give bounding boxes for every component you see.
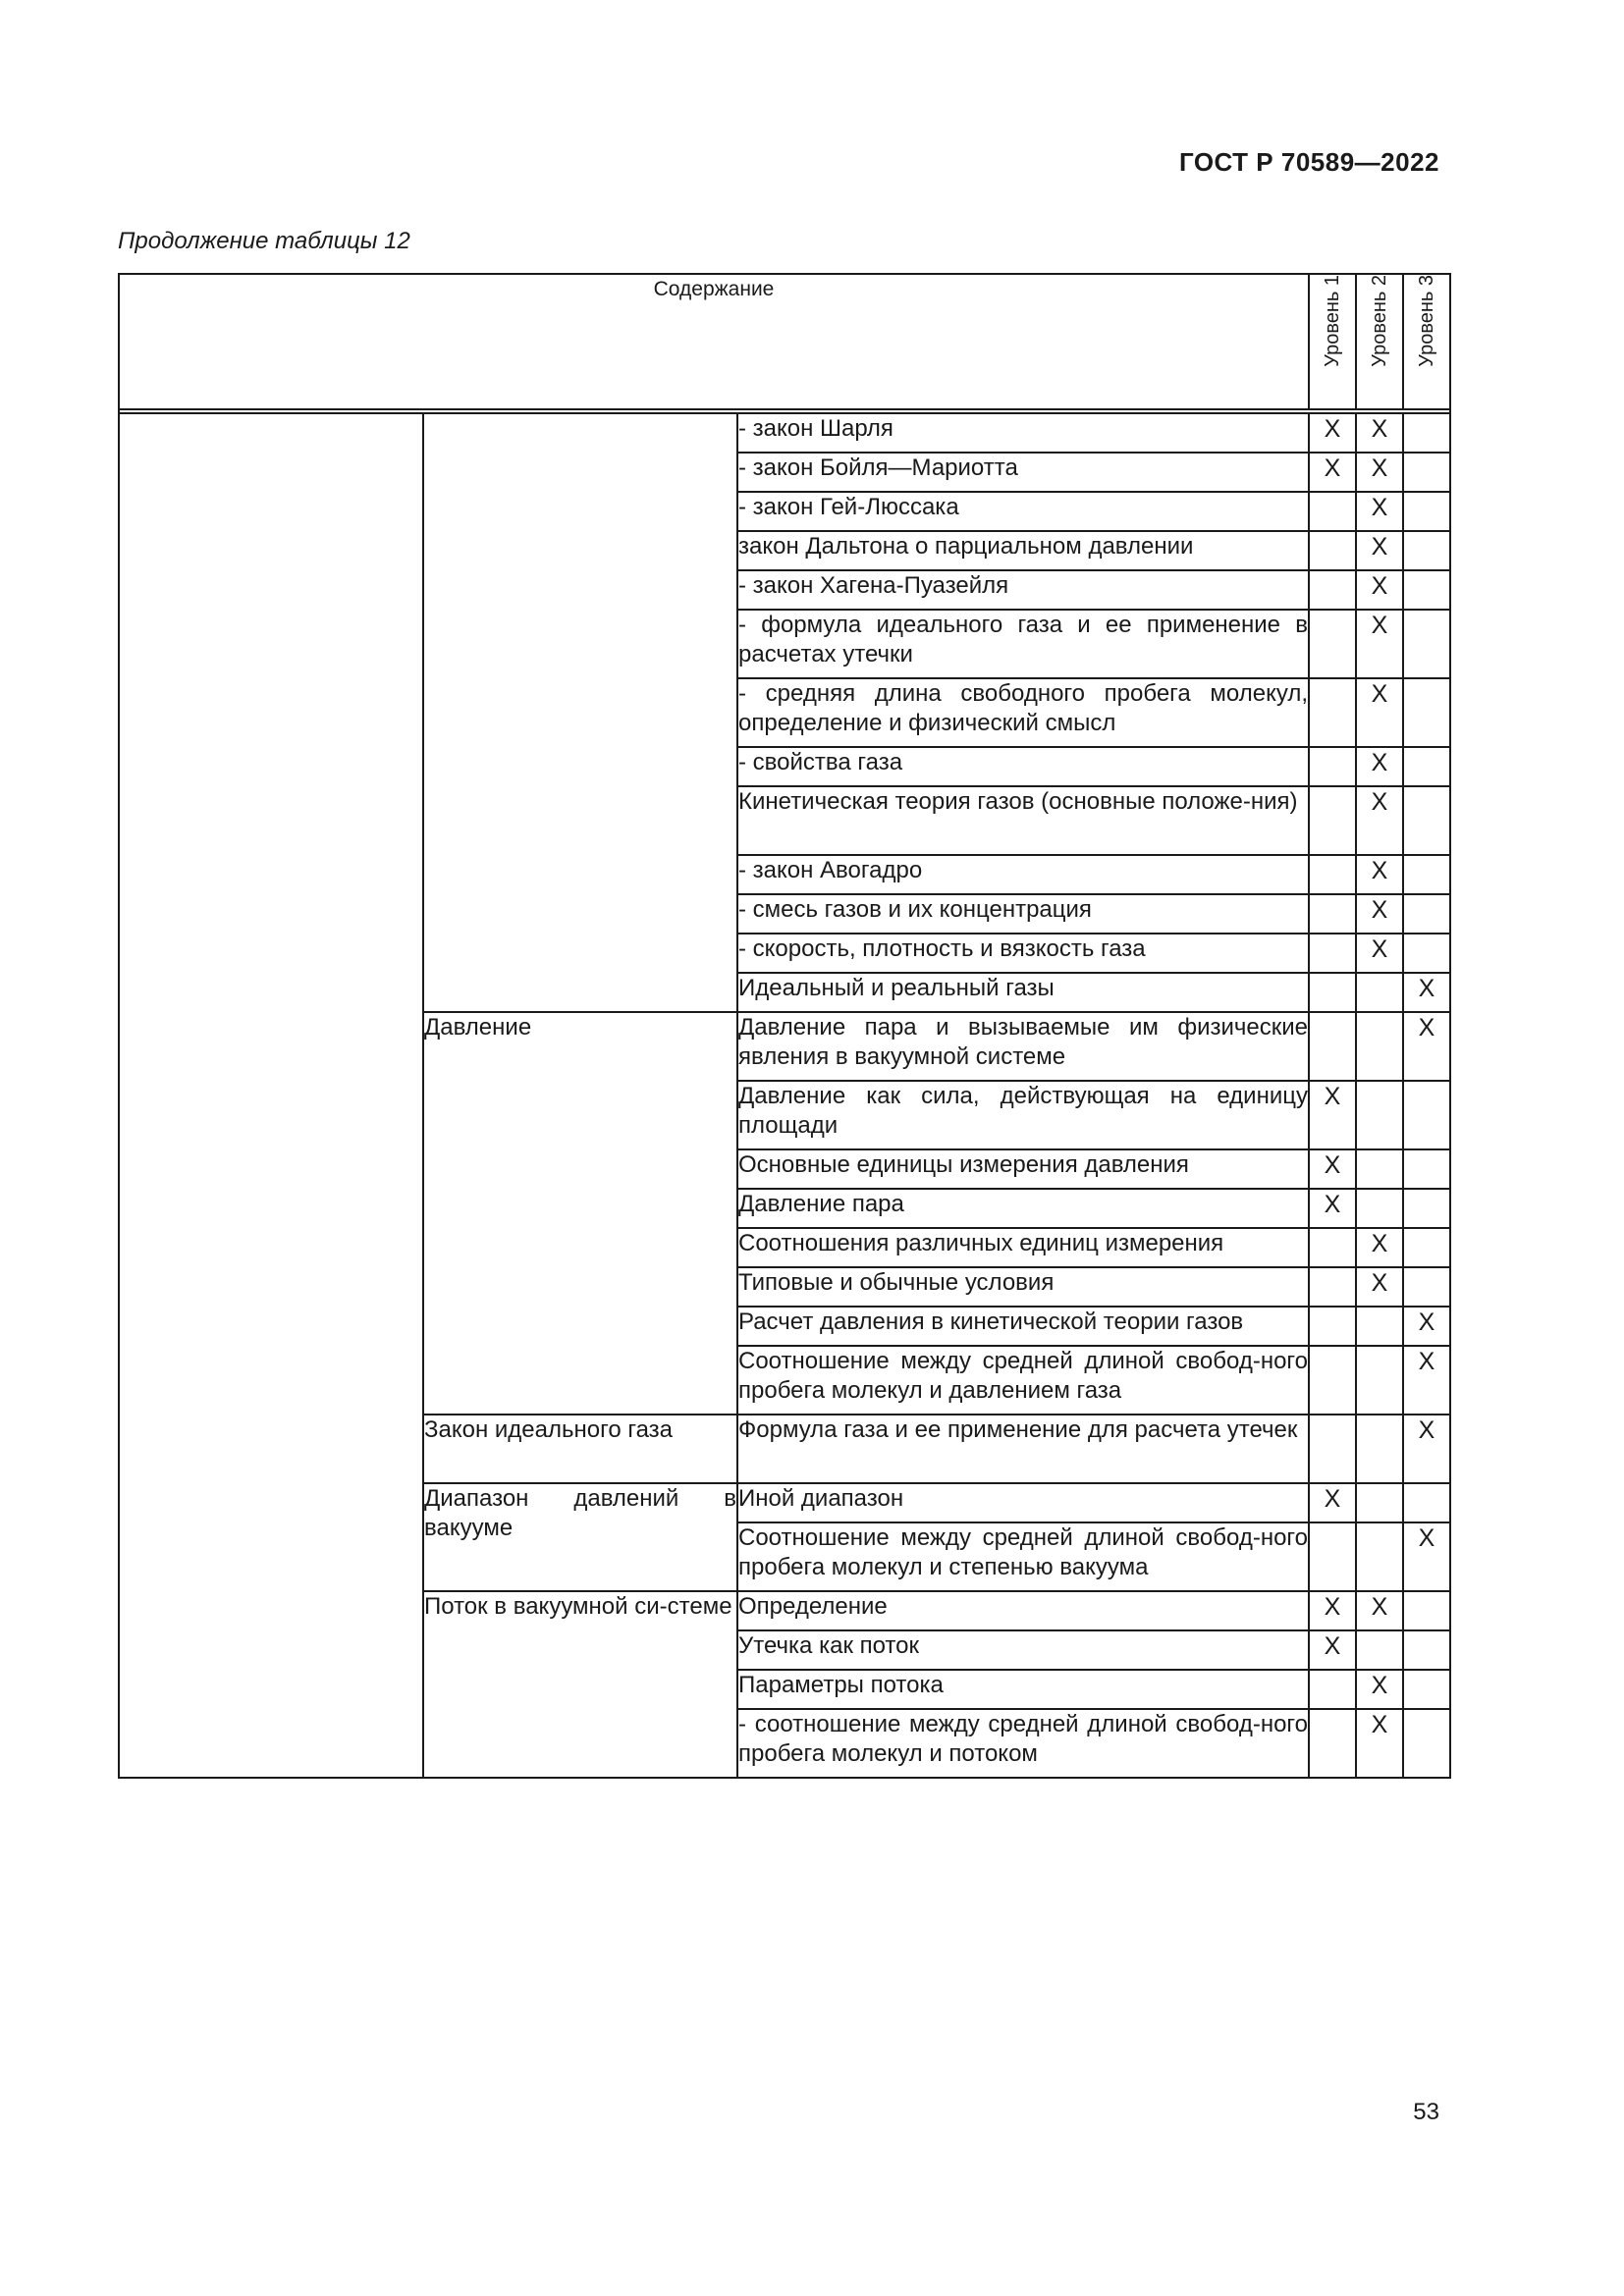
level-3-mark bbox=[1403, 610, 1450, 678]
level-3-mark bbox=[1403, 934, 1450, 973]
competency-table bbox=[118, 273, 1451, 1779]
row-text: - закон Гей-Люссака bbox=[737, 492, 1309, 531]
row-text: - соотношение между средней длиной свобод-ного пробега молекул и потоком bbox=[737, 1709, 1309, 1778]
row-text: Иной диапазон bbox=[737, 1483, 1309, 1522]
level-2-mark bbox=[1356, 1307, 1403, 1346]
level-1-mark bbox=[1309, 678, 1356, 747]
level-2-mark: X bbox=[1356, 786, 1403, 855]
level-1-mark: X bbox=[1309, 453, 1356, 492]
level-2-mark bbox=[1356, 1630, 1403, 1670]
level-2-mark: X bbox=[1356, 855, 1403, 894]
level-2-mark bbox=[1356, 1415, 1403, 1483]
table-header-row bbox=[119, 274, 1450, 409]
category-vacuum-flow: Поток в вакуумной си-стеме bbox=[423, 1591, 737, 1778]
level-3-mark bbox=[1403, 492, 1450, 531]
level-3-mark bbox=[1403, 1709, 1450, 1778]
page-number: 53 bbox=[1413, 2099, 1439, 2125]
level-1-mark bbox=[1309, 934, 1356, 973]
level-3-mark bbox=[1403, 453, 1450, 492]
row-text: закон Дальтона о парциальном давлении bbox=[737, 531, 1309, 570]
level-1-mark bbox=[1309, 855, 1356, 894]
row-text: Соотношение между средней длиной свобод-ного пробега молекул и степенью вакуума bbox=[737, 1522, 1309, 1591]
level-3-mark bbox=[1403, 1483, 1450, 1522]
level-1-mark bbox=[1309, 1228, 1356, 1267]
level-3-mark bbox=[1403, 413, 1450, 453]
row-text: Давление как сила, действующая на единицу площади bbox=[737, 1081, 1309, 1149]
level-2-mark: X bbox=[1356, 1709, 1403, 1778]
level-2-mark: X bbox=[1356, 1591, 1403, 1630]
level-3-mark bbox=[1403, 531, 1450, 570]
category-pressure: Давление bbox=[423, 1012, 737, 1415]
row-text: Соотношение между средней длиной свобод-ного пробега молекул и давлением газа bbox=[737, 1346, 1309, 1415]
row-text: - формула идеального газа и ее применение в расчетах утечки bbox=[737, 610, 1309, 678]
level-2-mark: X bbox=[1356, 570, 1403, 610]
table-continuation-caption: Продолжение таблицы 12 bbox=[118, 228, 410, 254]
level-1-mark: X bbox=[1309, 1483, 1356, 1522]
level-2-mark: X bbox=[1356, 1670, 1403, 1709]
row-text: Давление пара bbox=[737, 1189, 1309, 1228]
level-1-mark bbox=[1309, 1522, 1356, 1591]
level-3-mark bbox=[1403, 1228, 1450, 1267]
row-text: Типовые и обычные условия bbox=[737, 1267, 1309, 1307]
level-1-mark bbox=[1309, 1415, 1356, 1483]
level-2-mark: X bbox=[1356, 610, 1403, 678]
level-1-mark bbox=[1309, 1307, 1356, 1346]
level-1-mark: X bbox=[1309, 1591, 1356, 1630]
level-1-mark bbox=[1309, 973, 1356, 1012]
header-level-2 bbox=[1356, 274, 1403, 409]
row-text: - свойства газа bbox=[737, 747, 1309, 786]
level-1-mark bbox=[1309, 894, 1356, 934]
category-cell-empty bbox=[423, 413, 737, 1012]
level-2-mark bbox=[1356, 1081, 1403, 1149]
level-3-mark bbox=[1403, 1149, 1450, 1189]
row-text: - закон Бойля—Мариотта bbox=[737, 453, 1309, 492]
row-text: - смесь газов и их концентрация bbox=[737, 894, 1309, 934]
level-3-mark bbox=[1403, 1267, 1450, 1307]
level-2-mark: X bbox=[1356, 894, 1403, 934]
level-3-mark bbox=[1403, 678, 1450, 747]
level-3-mark: X bbox=[1403, 973, 1450, 1012]
level-1-mark: X bbox=[1309, 1630, 1356, 1670]
level-2-mark bbox=[1356, 1012, 1403, 1081]
level-1-mark bbox=[1309, 531, 1356, 570]
row-text: - закон Шарля bbox=[737, 413, 1309, 453]
level-3-mark bbox=[1403, 1081, 1450, 1149]
level-3-mark bbox=[1403, 747, 1450, 786]
row-text: Основные единицы измерения давления bbox=[737, 1149, 1309, 1189]
level-2-mark: X bbox=[1356, 1228, 1403, 1267]
header-level-3-label: Уровень 3 bbox=[1416, 275, 1437, 367]
level-1-mark: X bbox=[1309, 413, 1356, 453]
level-3-mark bbox=[1403, 570, 1450, 610]
level-1-mark bbox=[1309, 570, 1356, 610]
level-2-mark: X bbox=[1356, 1267, 1403, 1307]
category-ideal-gas-law: Закон идеального газа bbox=[423, 1415, 737, 1483]
level-1-mark: X bbox=[1309, 1081, 1356, 1149]
header-level-1-label: Уровень 1 bbox=[1322, 275, 1343, 367]
header-level-3 bbox=[1403, 274, 1450, 409]
level-3-mark: X bbox=[1403, 1415, 1450, 1483]
level-3-mark bbox=[1403, 1591, 1450, 1630]
row-text: Формула газа и ее применение для расчета утечек bbox=[737, 1415, 1309, 1483]
level-1-mark bbox=[1309, 786, 1356, 855]
level-2-mark: X bbox=[1356, 492, 1403, 531]
level-2-mark bbox=[1356, 1522, 1403, 1591]
level-2-mark bbox=[1356, 973, 1403, 1012]
level-3-mark bbox=[1403, 786, 1450, 855]
level-2-mark bbox=[1356, 1149, 1403, 1189]
row-text: Определение bbox=[737, 1591, 1309, 1630]
level-1-mark bbox=[1309, 1267, 1356, 1307]
level-2-mark: X bbox=[1356, 453, 1403, 492]
row-text: - закон Авогадро bbox=[737, 855, 1309, 894]
level-2-mark: X bbox=[1356, 934, 1403, 973]
level-3-mark bbox=[1403, 855, 1450, 894]
row-text: Идеальный и реальный газы bbox=[737, 973, 1309, 1012]
row-text: - скорость, плотность и вязкость газа bbox=[737, 934, 1309, 973]
level-3-mark bbox=[1403, 1630, 1450, 1670]
level-1-mark bbox=[1309, 1346, 1356, 1415]
level-1-mark: X bbox=[1309, 1149, 1356, 1189]
level-3-mark: X bbox=[1403, 1346, 1450, 1415]
topic-cell-empty bbox=[119, 413, 423, 1778]
level-2-mark bbox=[1356, 1189, 1403, 1228]
row-text: Расчет давления в кинетической теории газов bbox=[737, 1307, 1309, 1346]
level-2-mark bbox=[1356, 1346, 1403, 1415]
header-level-1 bbox=[1309, 274, 1356, 409]
level-3-mark: X bbox=[1403, 1307, 1450, 1346]
row-text: Параметры потока bbox=[737, 1670, 1309, 1709]
level-2-mark: X bbox=[1356, 413, 1403, 453]
level-1-mark bbox=[1309, 610, 1356, 678]
row-text: - закон Хагена-Пуазейля bbox=[737, 570, 1309, 610]
level-2-mark: X bbox=[1356, 531, 1403, 570]
level-3-mark: X bbox=[1403, 1522, 1450, 1591]
level-3-mark bbox=[1403, 1189, 1450, 1228]
category-vacuum-pressure-range: Диапазон давлений в вакууме bbox=[423, 1483, 737, 1591]
level-1-mark bbox=[1309, 747, 1356, 786]
level-3-mark bbox=[1403, 1670, 1450, 1709]
row-text: Утечка как поток bbox=[737, 1630, 1309, 1670]
document-number: ГОСТ Р 70589—2022 bbox=[1178, 147, 1439, 177]
row-text: Кинетическая теория газов (основные положе-ния) bbox=[737, 786, 1309, 855]
level-2-mark: X bbox=[1356, 747, 1403, 786]
level-2-mark: X bbox=[1356, 678, 1403, 747]
row-text: Давление пара и вызываемые им физические явления в вакуумной системе bbox=[737, 1012, 1309, 1081]
header-content: Содержание bbox=[119, 274, 1309, 409]
level-3-mark: X bbox=[1403, 1012, 1450, 1081]
level-2-mark bbox=[1356, 1483, 1403, 1522]
level-1-mark bbox=[1309, 1012, 1356, 1081]
level-1-mark bbox=[1309, 1670, 1356, 1709]
row-text: - средняя длина свободного пробега молекул, определение и физический смысл bbox=[737, 678, 1309, 747]
header-level-2-label: Уровень 2 bbox=[1369, 275, 1390, 367]
level-1-mark bbox=[1309, 1709, 1356, 1778]
level-3-mark bbox=[1403, 894, 1450, 934]
level-1-mark bbox=[1309, 492, 1356, 531]
row-text: Соотношения различных единиц измерения bbox=[737, 1228, 1309, 1267]
level-1-mark: X bbox=[1309, 1189, 1356, 1228]
table-row bbox=[119, 413, 1450, 453]
